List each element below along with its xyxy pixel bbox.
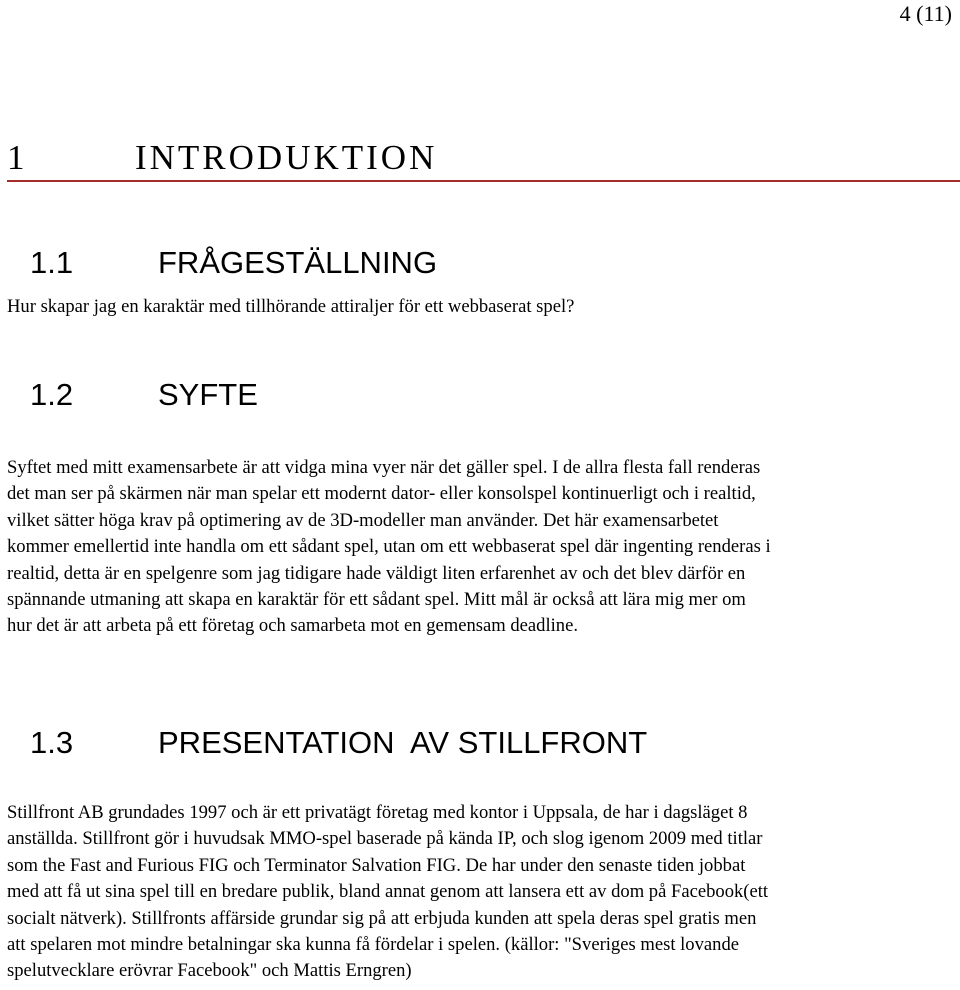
text-line: spelutvecklare erövrar Facebook" och Mattis Erngren)	[7, 960, 412, 982]
text-line: kommer emellertid inte handla om ett sådant spel, utan om ett webbaserat spel där ingenting renderas i	[7, 536, 771, 558]
section-number: 1.1	[30, 245, 74, 280]
text-line: det man ser på skärmen när man spelar ett modernt dator- eller konsolspel kontinuerligt och i realtid,	[7, 483, 756, 505]
text-line: som the Fast and Furious FIG och Terminator Salvation FIG. De har under den senaste tiden jobbat	[7, 854, 746, 876]
section-body-presentation	[7, 800, 957, 985]
text-line: socialt nätverk). Stillfronts affärside grundar sig på att erbjuda kunden att spela deras spel gratis men	[7, 907, 757, 929]
section-title: PRESENTATION AV STILLFRONT	[158, 725, 648, 760]
section-body-syfte	[7, 455, 957, 640]
section-heading-fragestallning	[30, 244, 437, 282]
text-line: hur det är att arbeta på ett företag och samarbeta mot en gemensam deadline.	[7, 615, 578, 637]
page-number: 4 (11)	[899, 1, 952, 26]
section-number: 1.3	[30, 725, 74, 760]
section-title: FRÅGESTÄLLNING	[158, 245, 438, 280]
text-line: Stillfront AB grundades 1997 och är ett privatägt företag med kontor i Uppsala, de har i dagsläget 8	[7, 802, 748, 823]
text-line: spännande utmaning att skapa en karaktär för ett sådant spel. Mitt mål är också att lära mig mer om	[7, 589, 746, 611]
chapter-heading	[7, 136, 960, 182]
text-line: anställda. Stillfront gör i huvudsak MMO-spel baserade på kända IP, och slog igenom 2009 med titlar	[7, 828, 763, 850]
text-line: realtid, detta är en spelgenre som jag tidigare hade väldigt liten erfarenhet av och det blev därför en	[7, 562, 746, 584]
chapter-number: 1	[7, 138, 28, 177]
section-heading-syfte	[30, 376, 258, 414]
section-number: 1.2	[30, 377, 74, 412]
text-line: att spelaren mot mindre betalningar ska kunna få fördelar i spelen. (källor: "Sveriges mest lovande	[7, 934, 739, 956]
text-line: Hur skapar jag en karaktär med tillhörande attiraljer för ett webbaserat spel?	[7, 296, 575, 317]
section-body-fragestallning	[7, 294, 957, 320]
text-line: vilket sätter höga krav på optimering av de 3D-modeller man använder. Det här examensarbetet	[7, 509, 719, 531]
section-heading-presentation	[30, 724, 647, 762]
text-line: Syftet med mitt examensarbete är att vidga mina vyer när det gäller spel. I de allra flesta fall renderas	[7, 457, 761, 478]
text-line: med att få ut sina spel till en bredare publik, bland annat genom att lansera ett av dom på Facebook(ett	[7, 881, 769, 903]
section-title: SYFTE	[158, 377, 258, 412]
chapter-title: INTRODUKTION	[135, 138, 438, 177]
